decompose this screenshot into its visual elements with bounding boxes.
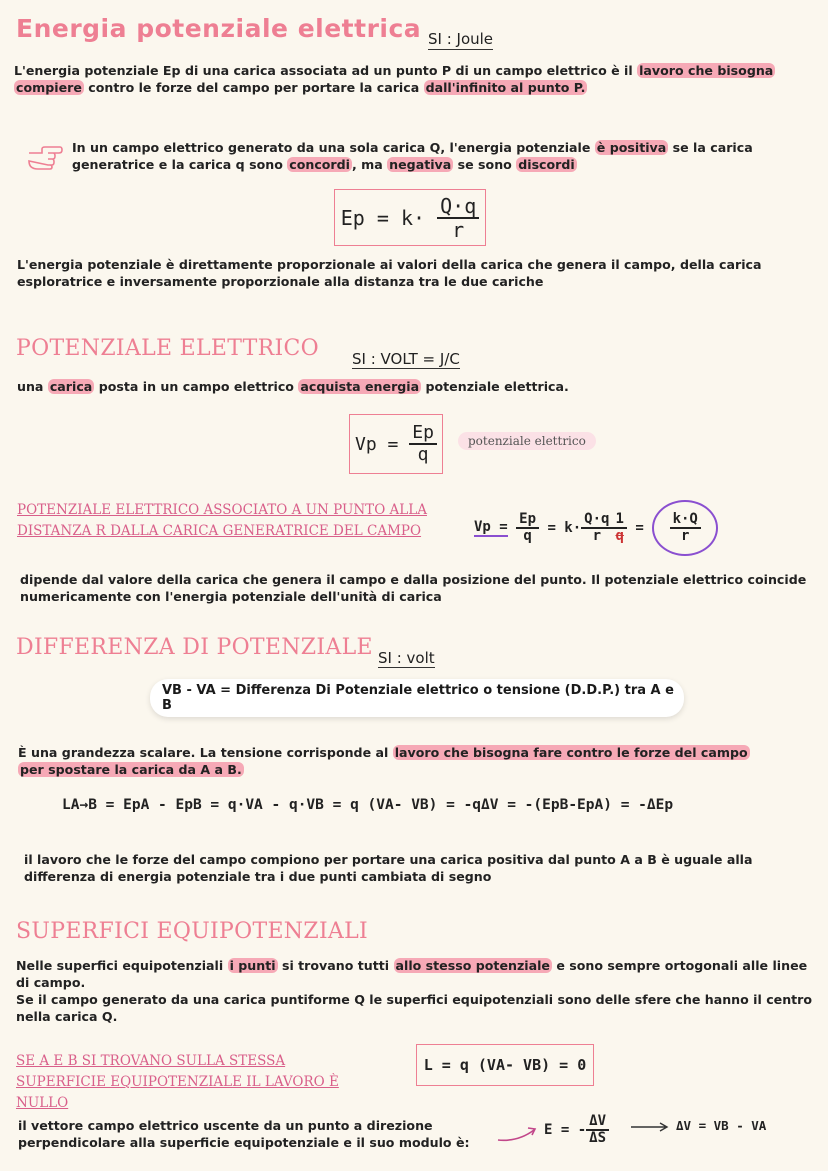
lavoro-nullo-formula-box: L = q (VA- VB) = 0: [416, 1044, 594, 1086]
energia-fraction: $\frac{Q\cdot q}{r}$: [437, 195, 479, 241]
si-unit-volt: SI : VOLT = J/C: [352, 350, 460, 368]
section-title-energia: Energia potenziale elettrica: [16, 14, 422, 43]
curved-arrow-icon: [496, 1124, 540, 1148]
potenziale-distance-heading: POTENZIALE ELETTRICO ASSOCIATO A UN PUNTO ALLA DISTANZA R DALLA CARICA GENERATRICE DEL CAMPO: [17, 502, 427, 539]
energia-formula-box: Ep = k· $\frac{Q\cdot q}{r}$: [334, 189, 486, 246]
highlighted-result-circle: $\frac{k\cdot Q}{r}$: [652, 500, 718, 556]
si-unit-volt-ddp: SI : volt: [378, 649, 435, 667]
si-unit-joule: SI : Joule: [428, 30, 494, 48]
potenziale-definition: una carica posta in un campo elettrico acquista energia potenziale elettrica.: [17, 379, 569, 394]
potenziale-label-badge: potenziale elettrico: [458, 432, 596, 450]
right-arrow-icon: [630, 1118, 670, 1137]
potenziale-formula-box: Vp = $\frac{Ep}{q}$: [349, 414, 443, 474]
differenza-definition: È una grandezza scalare. La tensione corrisponde al lavoro che bisogna fare contro le forze del campo per spostare la carica da A a B.: [18, 745, 748, 777]
campo-elettrico-direction: il vettore campo elettrico uscente da un punto a direzione perpendicolare alla superficie equipotenziale e il suo modulo è:: [18, 1118, 470, 1150]
differenza-explanation: il lavoro che le forze del campo compiono per portare una carica positiva dal punto A a B è uguale alla differenza di energia potenziale tra i due punti cambiata di segno: [24, 852, 753, 884]
campo-modulo-formula: E = - $\frac{\Delta V}{\Delta S}$: [544, 1114, 609, 1147]
section-title-superfici: SUPERFICI EQUIPOTENZIALI: [16, 919, 369, 944]
pointing-hand-icon: [26, 144, 64, 176]
potenziale-fraction: $\frac{Ep}{q}$: [409, 423, 437, 465]
section-title-differenza: DIFFERENZA DI POTENZIALE: [16, 635, 373, 660]
energia-proportionality: L'energia potenziale è direttamente proporzionale ai valori della carica che genera il campo, della carica esploratrice e inversamente proporzionale alla distanza tra le due cariche: [17, 257, 762, 289]
potenziale-formula-2: Vp = $\frac{Ep}{q}$ = k· $\frac{Q\cdot q}{r}$ $\frac{1}{q}$ = $\frac{k\cdot Q}{r}$: [474, 500, 718, 556]
ddp-definition-box: VB - VA = Differenza Di Potenziale elettrico o tensione (D.D.P.) tra A e B: [150, 679, 684, 717]
energia-note: In un campo elettrico generato da una sola carica Q, l'energia potenziale è positiva se la carica generatrice e la carica q sono concordi , ma negativa se sono discordi: [72, 140, 753, 172]
superfici-definition: Nelle superfici equipotenziali i punti si trovano tutti allo stesso potenziale e sono sempre ortogonali alle linee di campo. Se il campo generato da una carica puntiforme Q le superfici equipotenziali sono delle sfere che hanno il centro nella carica Q.: [16, 958, 813, 1024]
energia-definition: L'energia potenziale Ep di una carica associata ad un punto P di un campo elettrico è il lavoro che bisogna compiere contro le forze del campo per portare la carica dall'infinito al punto P.: [14, 63, 774, 95]
potenziale-dependency: dipende dal valore della carica che genera il campo e dalla posizione del punto. Il potenziale elettrico coincide numericamente con l'energia potenziale dell'unità di carica: [20, 572, 807, 604]
superfici-lavoro-nullo-heading: SE A E B SI TROVANO SULLA STESSA SUPERFICIE EQUIPOTENZIALE IL LAVORO È NULLO: [16, 1053, 339, 1111]
section-title-potenziale: POTENZIALE ELETTRICO: [16, 336, 319, 361]
ddp-relation: ΔV = VB - VA: [676, 1118, 767, 1133]
lavoro-formula: LA→B = EpA - EpB = q·VA - q·VB = q (VA- VB) = -qΔV = -(EpB-EpA) = -ΔEp: [62, 797, 674, 813]
